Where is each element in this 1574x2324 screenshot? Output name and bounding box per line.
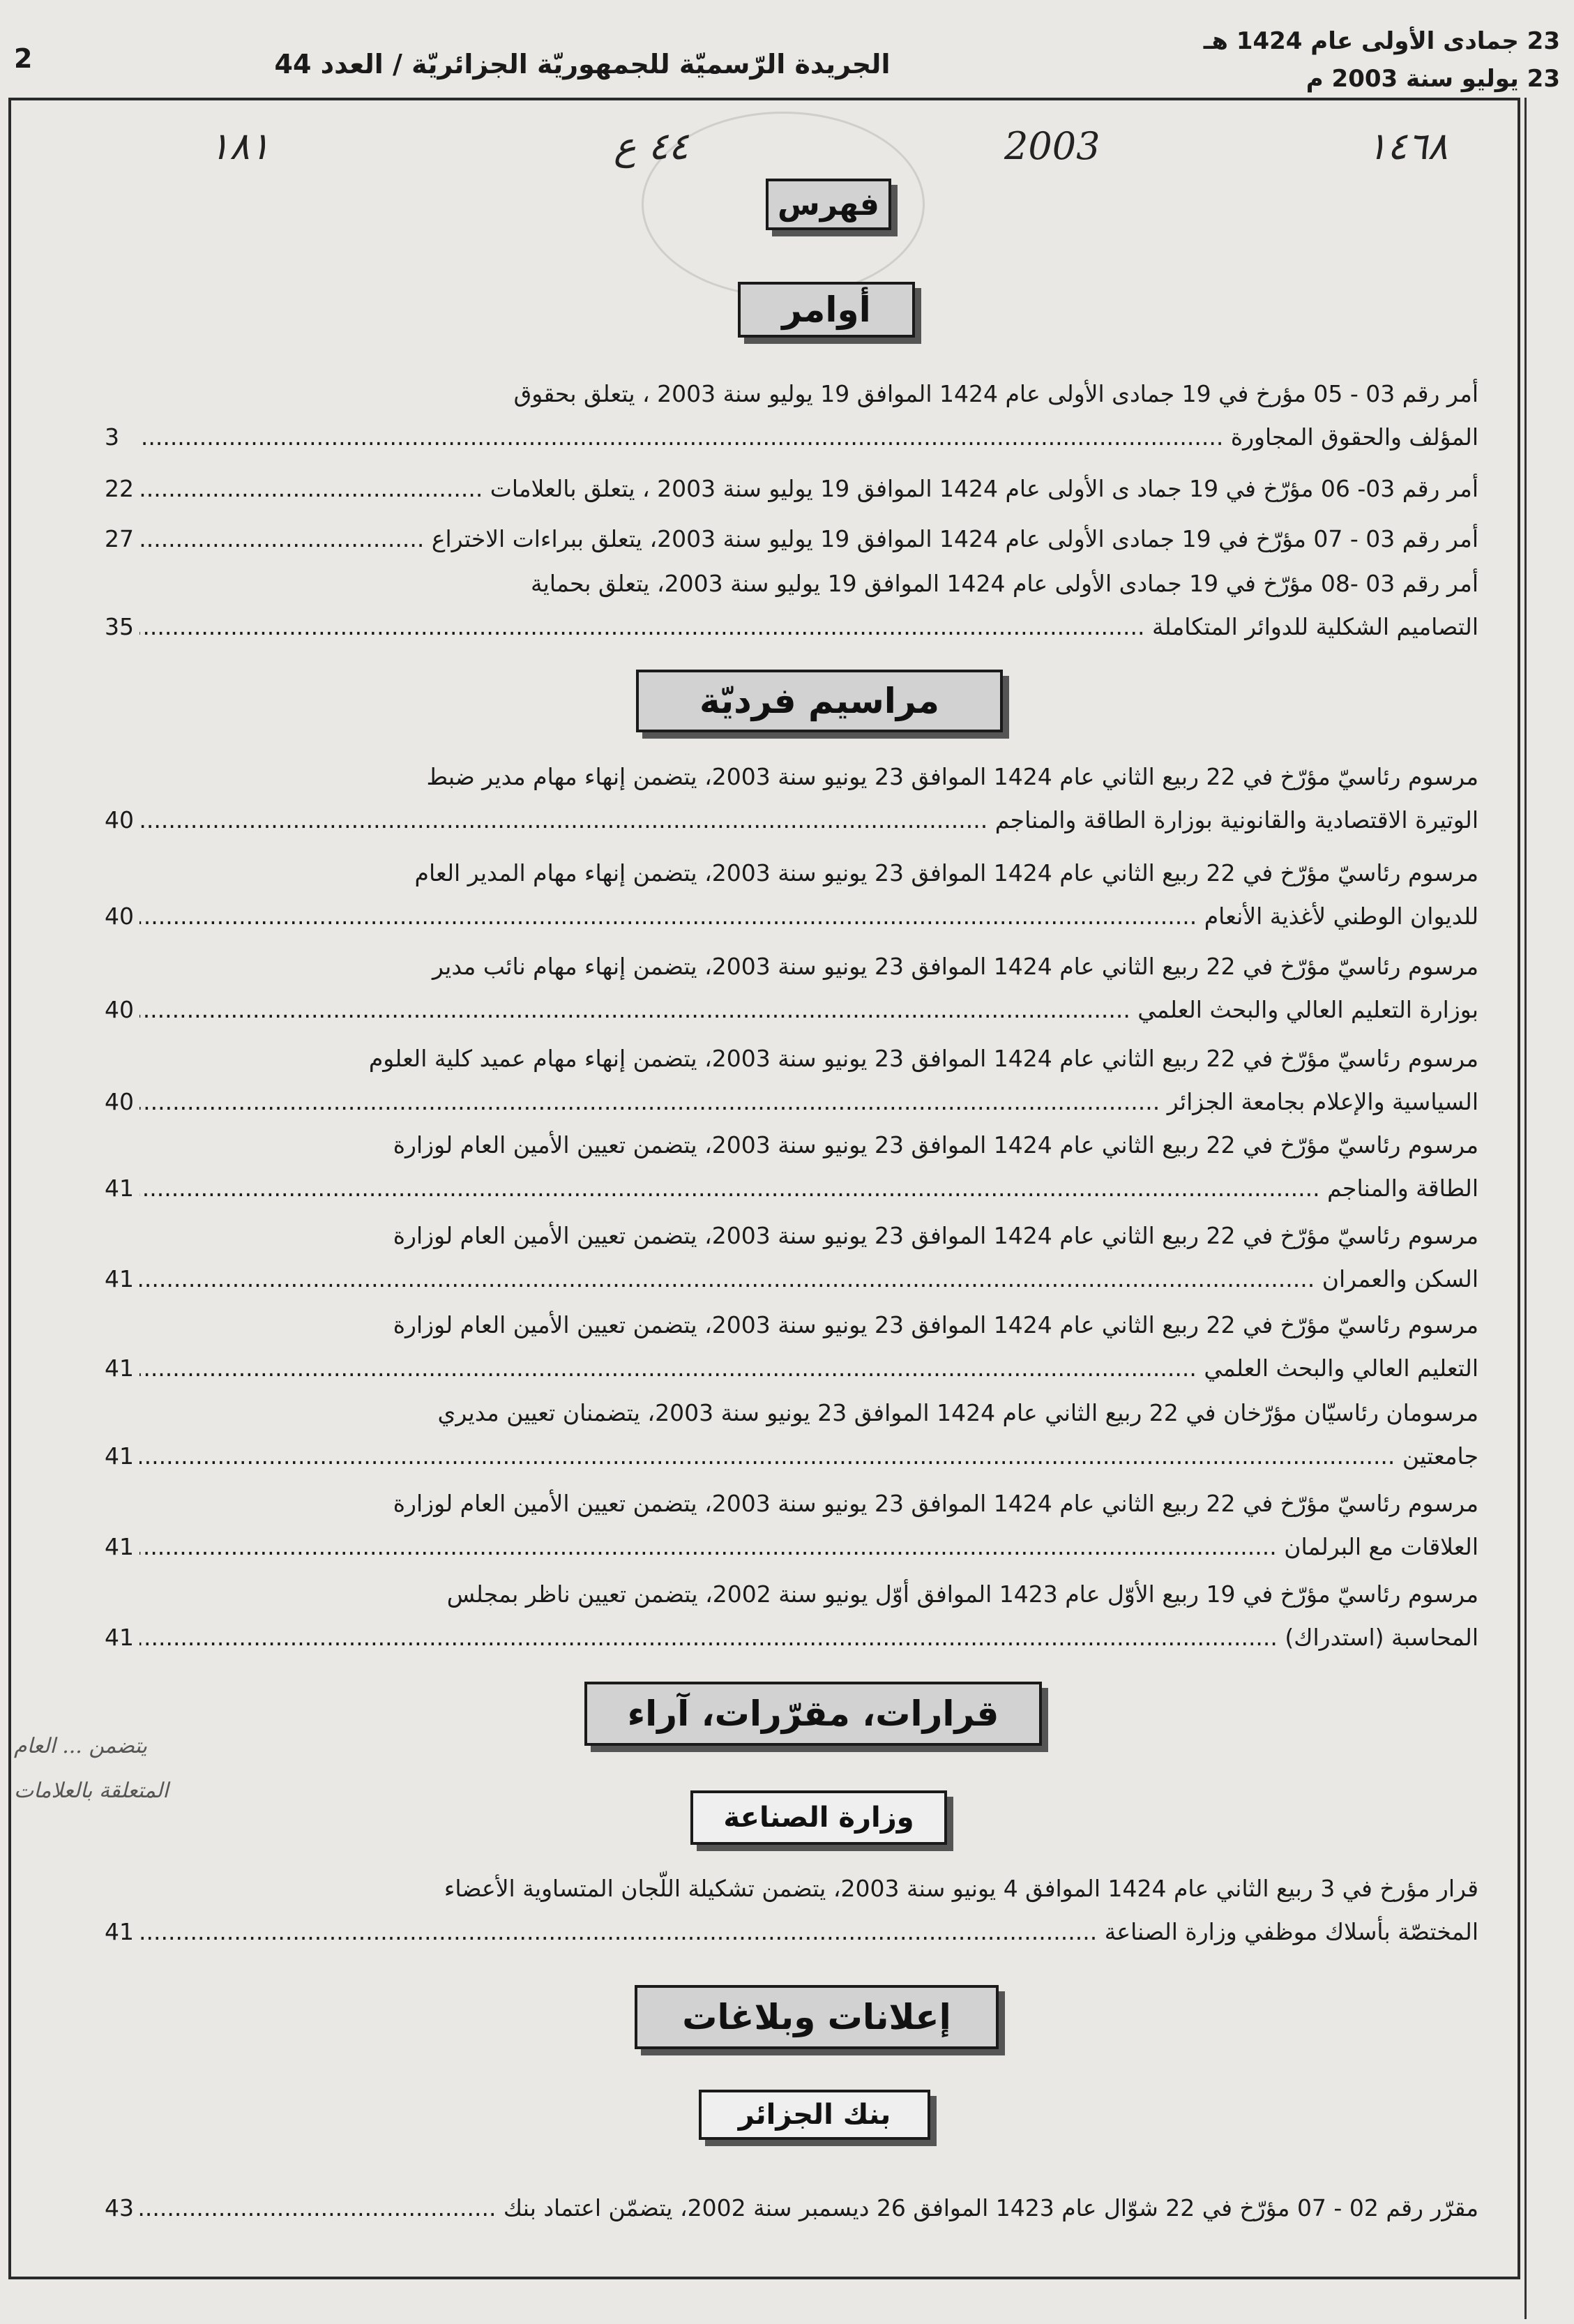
toc-page-number: 41 [105,1533,134,1560]
toc-entry[interactable]: مرسوم رئاسيّ مؤرّخ في 22 ربيع الثاني عام 1424 الموافق 23 يونيو سنة 2003، يتضمن تعيين الأمين العام لوزارة السكن والعمران ..... [139,1214,1478,1301]
toc-page-number: 41 [105,1624,134,1651]
toc-page-number: 41 [105,1175,134,1202]
toc-entry[interactable]: أمر رقم 03 - 07 مؤرّخ في 19 جمادى الأولى عام 1424 الموافق 19 يوليو سنة 2003، يتعلق ببراءات الاختراع ..... [139,518,1478,561]
handwritten-note: 2003 [1004,124,1100,168]
toc-page-number: 3 [105,423,119,451]
handwritten-note: ١٤٦٨ [1367,124,1448,168]
toc-entry[interactable]: أمر رقم 03- 06 مؤرّخ في 19 جماد ى الأولى عام 1424 الموافق 19 يوليو سنة 2003 ، يتعلق بالعلامات ..... [139,467,1478,511]
index-heading: فهرس [766,179,891,230]
margin-handwriting: يتضمن ... العام [14,1734,147,1758]
orders-heading: أوامر [738,282,915,338]
margin-handwriting: المتعلقة بالعلامات [14,1779,169,1803]
toc-entry[interactable]: مرسوم رئاسيّ مؤرّخ في 22 ربيع الثاني عام 1424 الموافق 23 يونيو سنة 2003، يتضمن تعيين الأمين العام لوزارة التعليم العالي والبحث العلمي ..... [139,1304,1478,1390]
handwritten-note: ٤٤ ع [614,124,689,168]
toc-page-number: 41 [105,1265,134,1292]
date-gregorian: 23 يوليو سنة 2003 م [1306,65,1560,93]
date-hijri: 23 جمادى الأولى عام 1424 هـ [1203,27,1560,55]
page-header [0,0,1574,105]
announcements-heading: إعلانات وبلاغات [635,1985,999,2049]
toc-entry[interactable]: مقرّر رقم 02 - 07 مؤرّخ في 22 شوّال عام 1423 الموافق 26 ديسمبر سنة 2002، يتضمّن اعتماد بنك ..... [139,2187,1478,2230]
toc-page-number: 43 [105,2194,134,2221]
gazette-title: الجريدة الرّسميّة للجمهوريّة الجزائريّة / العدد 44 [274,49,891,80]
toc-entry[interactable]: مرسوم رئاسيّ مؤرّخ في 22 ربيع الثاني عام 1424 الموافق 23 يونيو سنة 2003، يتضمن تعيين الأمين العام لوزارة الطاقة والمناجم ..... [139,1124,1478,1210]
page-number: 2 [14,43,33,74]
bank-algeria-heading: بنك الجزائر [699,2090,930,2140]
toc-entry[interactable]: مرسوم رئاسيّ مؤرّخ في 22 ربيع الثاني عام 1424 الموافق 23 يونيو سنة 2003، يتضمن إنهاء مهام عميد كلية العلوم السياسية والإعلام بجامعة الجزائر ..... [139,1037,1478,1124]
toc-entry[interactable]: مرسوم رئاسيّ مؤرّخ في 22 ربيع الثاني عام 1424 الموافق 23 يونيو سنة 2003، يتضمن تعيين الأمين العام لوزارة العلاقات مع البرلمان ..... [139,1482,1478,1569]
toc-entry[interactable]: مرسوم رئاسيّ مؤرّخ في 19 ربيع الأوّل عام 1423 الموافق أوّل يونيو سنة 2002، يتضمن تعيين ناظر بمجلس المحاسبة (استدراك) ..... [139,1573,1478,1659]
toc-page-number: 27 [105,525,134,552]
toc-entry[interactable]: أمر رقم 03 -08 مؤرّخ في 19 جمادى الأولى عام 1424 الموافق 19 يوليو سنة 2003، يتعلق بحماية التصاميم الشكلية للدوائر المتكاملة ..... [139,562,1478,649]
toc-entry[interactable]: أمر رقم 03 - 05 مؤرخ في 19 جمادى الأولى عام 1424 الموافق 19 يوليو سنة 2003 ، يتعلق بحقوق المؤلف والحقوق المجاورة ..... [139,372,1478,459]
toc-entry[interactable]: مرسوم رئاسيّ مؤرّخ في 22 ربيع الثاني عام 1424 الموافق 23 يونيو سنة 2003، يتضمن إنهاء مهام المدير العام للديوان الوطني لأغذية الأنعام ..... [139,852,1478,938]
handwritten-note: ١٨١ [209,124,271,168]
ministry-industry-heading: وزارة الصناعة [690,1790,947,1845]
toc-entry[interactable]: مرسوم رئاسيّ مؤرّخ في 22 ربيع الثاني عام 1424 الموافق 23 يونيو سنة 2003، يتضمن إنهاء مهام نائب مدير بوزارة التعليم العالي والبحث العلمي ..... [139,945,1478,1032]
toc-page-number: 41 [105,1918,134,1945]
toc-page-number: 35 [105,613,134,640]
issue-dates [1197,22,1560,98]
toc-page-number: 22 [105,475,134,502]
toc-entry[interactable]: مرسومان رئاسيّان مؤرّخان في 22 ربيع الثاني عام 1424 الموافق 23 يونيو سنة 2003، يتضمنان تعيين مديري جامعتين ..... [139,1391,1478,1478]
toc-page-number: 40 [105,996,134,1023]
toc-page-number: 40 [105,806,134,833]
toc-page-number: 41 [105,1442,134,1470]
binding-rule [1524,98,1527,2319]
toc-page-number: 40 [105,1088,134,1115]
decisions-heading: قرارات، مقرّرات، آراء [584,1682,1042,1746]
toc-page-number: 41 [105,1355,134,1382]
decrees-heading: مراسيم فرديّة [636,670,1003,732]
toc-entry[interactable]: مرسوم رئاسيّ مؤرّخ في 22 ربيع الثاني عام 1424 الموافق 23 يونيو سنة 2003، يتضمن إنهاء مهام مدير ضبط الوتيرة الاقتصادية والقانونية بوزارة الطاقة والمناجم ..... [139,755,1478,842]
toc-page-number: 40 [105,903,134,930]
toc-entry[interactable]: قرار مؤرخ في 3 ربيع الثاني عام 1424 الموافق 4 يونيو سنة 2003، يتضمن تشكيلة اللّجان المتساوية الأعضاء المختصّة بأسلاك موظفي وزارة الصناعة ..... [139,1867,1478,1954]
